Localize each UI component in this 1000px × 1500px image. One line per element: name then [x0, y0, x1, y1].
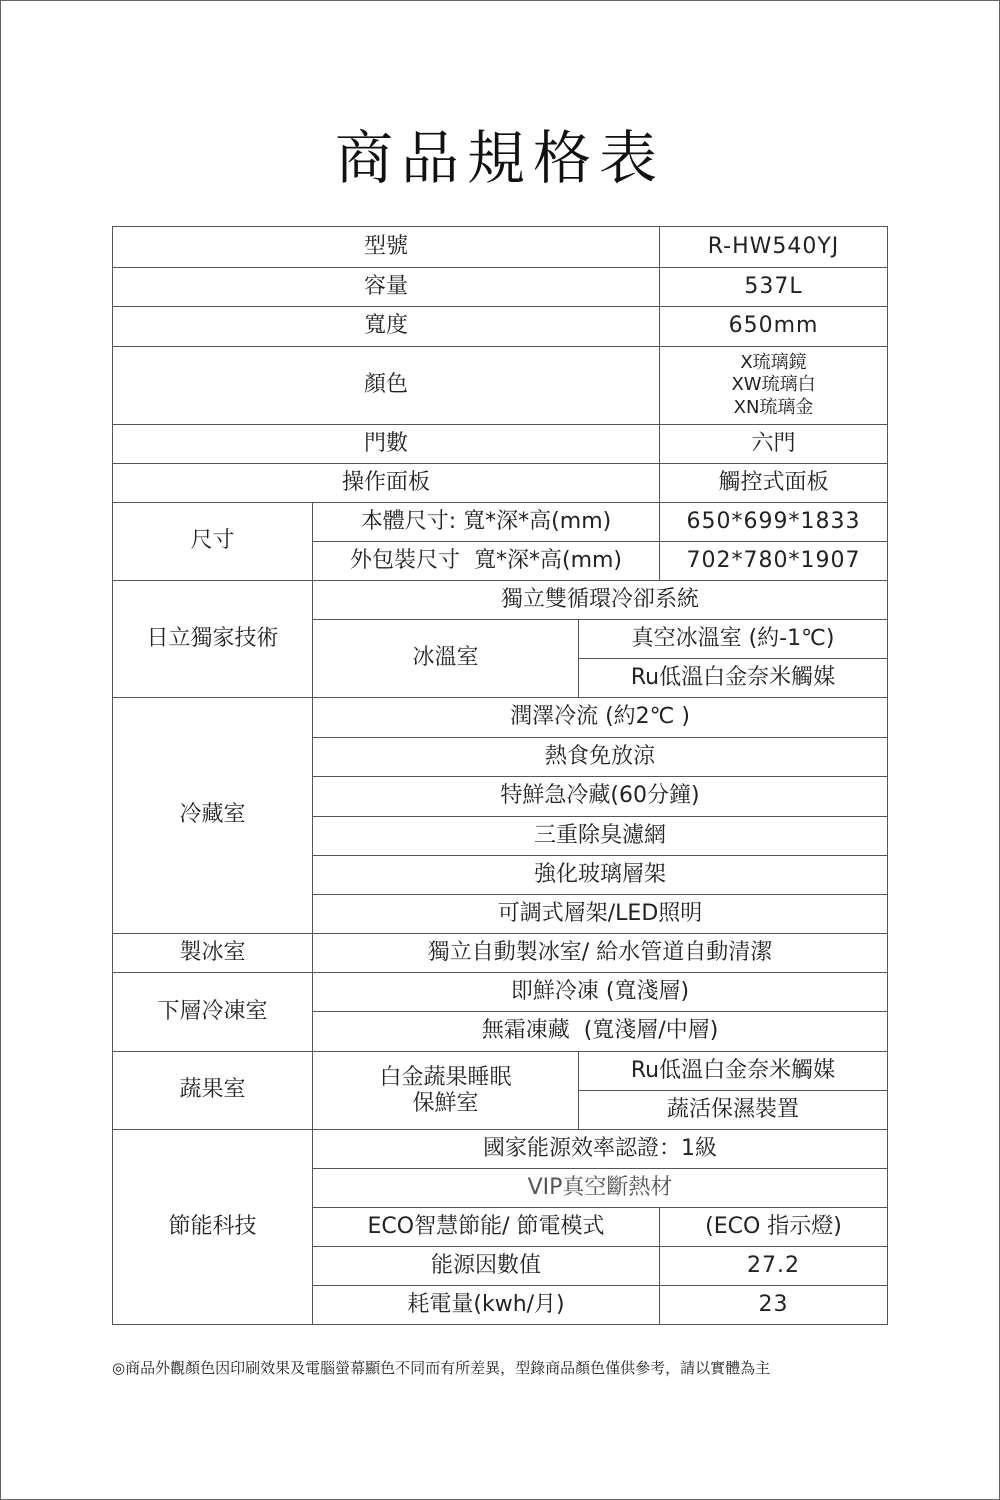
body-size-value: 650*699*1833 [660, 503, 888, 542]
fridge-feature: 三重除臭濾網 [313, 817, 888, 856]
freezer-feature: 無霜凍藏 (寬淺層/中層) [313, 1012, 888, 1052]
model-label: 型號 [113, 227, 660, 268]
page-title: 商品規格表 [334, 123, 665, 192]
consumption-label: 耗電量(kwh/月) [313, 1286, 660, 1325]
energy-certification: 國家能源效率認證：1級 [313, 1130, 888, 1169]
fridge-feature: 特鮮急冷藏(60分鐘) [313, 777, 888, 817]
doors-label: 門數 [113, 425, 660, 464]
vip-insulation: VIP真空斷熱材 [313, 1169, 888, 1208]
consumption-value: 23 [660, 1286, 888, 1325]
pack-size-value: 702*780*1907 [660, 542, 888, 581]
energy-factor-label: 能源因數值 [313, 1247, 660, 1286]
table-row [113, 307, 888, 347]
width-label: 寬度 [113, 307, 660, 347]
table-row [113, 581, 888, 620]
vegetable-label: 蔬果室 [113, 1052, 313, 1130]
panel-label: 操作面板 [113, 464, 660, 503]
vegetable-sub-label [313, 1052, 579, 1130]
vegetable-sub-label-line: 白金蔬果睡眠 [379, 1065, 512, 1091]
fridge-feature: 潤澤冷流 (約2℃ ) [313, 698, 888, 738]
table-row [113, 503, 888, 542]
size-label: 尺寸 [113, 503, 313, 581]
table-row [113, 934, 888, 973]
eco-mode-label: ECO智慧節能/ 節電模式 [313, 1208, 660, 1247]
table-row [113, 425, 888, 464]
color-option: XN琉璃金 [733, 396, 814, 418]
table-row [113, 973, 888, 1012]
width-value: 650mm [660, 307, 888, 347]
eco-mode-value: (ECO 指示燈) [660, 1208, 888, 1247]
disclaimer-note: ◎商品外觀顏色因印刷效果及電腦螢幕顯色不同而有所差異，型錄商品顏色僅供參考，請以實體為主 [112, 1359, 771, 1377]
table-row [113, 698, 888, 738]
table-row [113, 464, 888, 503]
energy-factor-value: 27.2 [660, 1247, 888, 1286]
table-row [113, 1052, 888, 1091]
vegetable-feature: 蔬活保濕裝置 [579, 1091, 888, 1130]
color-option: XW琉璃白 [731, 374, 816, 396]
vegetable-sub-label-line: 保鮮室 [412, 1090, 479, 1116]
table-row [113, 268, 888, 307]
model-value: R-HW540YJ [660, 227, 888, 268]
energy-label: 節能科技 [113, 1130, 313, 1325]
chilled-room-label: 冰溫室 [313, 620, 579, 698]
fridge-feature: 強化玻璃層架 [313, 856, 888, 895]
pack-size-label: 外包裝尺寸 寬*深*高(mm) [313, 542, 660, 581]
chilled-room-feature: 真空冰溫室 (約-1℃) [579, 620, 888, 659]
fridge-feature: 可調式層架/LED照明 [313, 895, 888, 934]
color-option: X琉璃鏡 [740, 351, 807, 373]
color-label: 顏色 [113, 347, 660, 425]
freezer-feature: 即鮮冷凍 (寬淺層) [313, 973, 888, 1012]
vegetable-feature: Ru低溫白金奈米觸媒 [579, 1052, 888, 1091]
panel-value: 觸控式面板 [660, 464, 888, 503]
hitachi-tech-label: 日立獨家技術 [113, 581, 313, 698]
body-size-label: 本體尺寸: 寬*深*高(mm) [313, 503, 660, 542]
color-values [660, 347, 888, 425]
table-row [113, 227, 888, 268]
spec-table [112, 226, 888, 1325]
chilled-room-feature: Ru低溫白金奈米觸媒 [579, 659, 888, 698]
ice-label: 製冰室 [113, 934, 313, 973]
doors-value: 六門 [660, 425, 888, 464]
fridge-label: 冷藏室 [113, 698, 313, 934]
capacity-value: 537L [660, 268, 888, 307]
capacity-label: 容量 [113, 268, 660, 307]
fridge-feature: 熱食免放涼 [313, 738, 888, 777]
freezer-label: 下層冷凍室 [113, 973, 313, 1052]
table-row [113, 1130, 888, 1169]
ice-value: 獨立自動製冰室/ 給水管道自動清潔 [313, 934, 888, 973]
table-row [113, 347, 888, 425]
dual-cooling-feature: 獨立雙循環冷卻系統 [313, 581, 888, 620]
